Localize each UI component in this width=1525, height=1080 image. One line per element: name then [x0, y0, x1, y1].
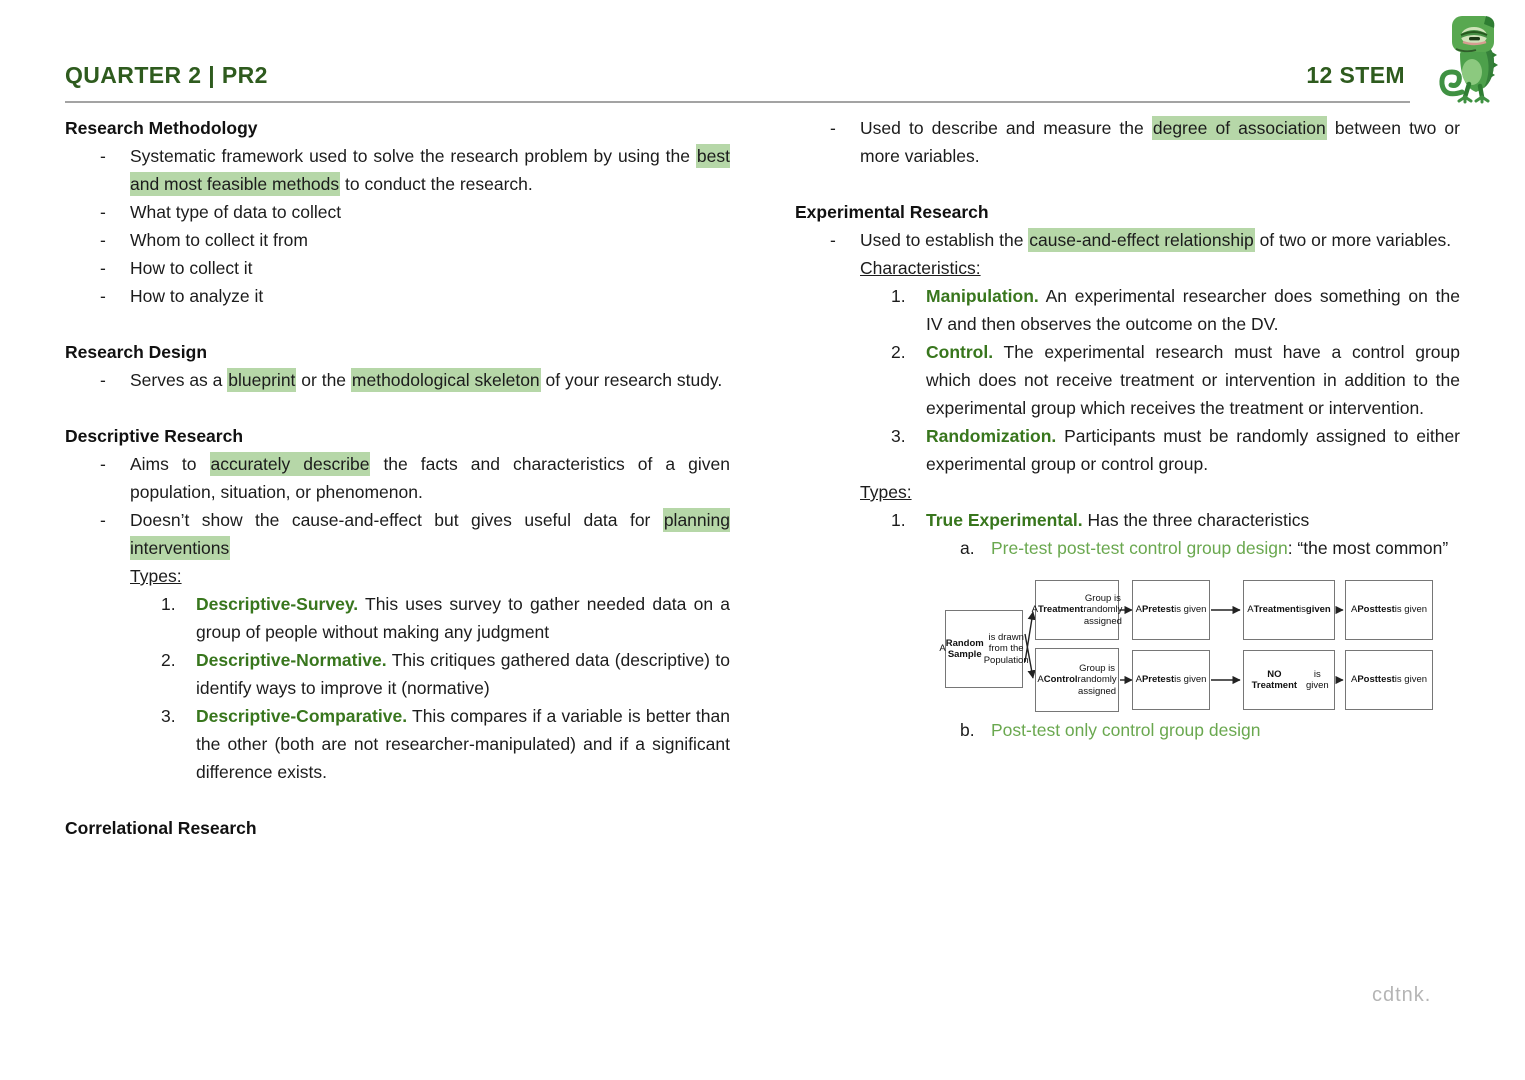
text-run: A [1350, 674, 1358, 686]
bullet-item [65, 198, 730, 226]
text-run: : “the most common” [1287, 538, 1449, 558]
number-marker: 2. [891, 342, 906, 362]
numbered-item [65, 590, 730, 646]
item-text [795, 716, 1460, 744]
text-run: Group is randomly assigned [1083, 592, 1123, 627]
text-run: A [939, 643, 946, 655]
text-run: Systematic framework used to solve the research problem by using the [130, 146, 696, 166]
section-research-design [65, 338, 730, 394]
text-run: Serves as a [130, 370, 228, 390]
text-run: This critiques gathered data (descriptive) to identify ways to improve it (normative) [196, 650, 730, 698]
item-text [65, 198, 730, 226]
item-text [795, 114, 1460, 170]
text-run: or the [296, 370, 351, 390]
item-text [65, 450, 730, 506]
bullet-item [65, 506, 730, 562]
section-heading: Descriptive Research [65, 426, 244, 446]
text-run: planning interventions [130, 510, 730, 558]
text-run: A [1037, 674, 1044, 686]
bullet-item [65, 254, 730, 282]
number-marker: 1. [891, 510, 906, 530]
text-run: An experimental researcher does something on the IV and then observes the outcome on the DV. [926, 286, 1460, 334]
text-run: Has the three characteristics [1082, 510, 1310, 530]
text-run: Participants must be randomly assigned to either experimental group or control group. [926, 426, 1460, 474]
number-marker: 1. [161, 594, 176, 614]
types-label: Types: [130, 566, 182, 586]
text-run: Doesn’t show the cause-and-effect but gives useful data for [130, 510, 663, 530]
text-run: degree of association [1152, 118, 1326, 138]
item-text [65, 282, 730, 310]
section-correlational-research [65, 814, 730, 842]
text-run: What type of data to collect [130, 202, 342, 222]
text-run: Treatment [1253, 604, 1300, 616]
numbered-item [795, 422, 1460, 478]
flowchart-box-pretest-top [1132, 580, 1210, 640]
section-heading: Research Design [65, 342, 208, 362]
bullet-marker: - [830, 230, 836, 250]
bullet-marker: - [100, 510, 106, 530]
text-run: Treatment [1037, 604, 1084, 616]
numbered-item [795, 506, 1460, 534]
bullet-item [65, 226, 730, 254]
text-run: True Experimental. [926, 510, 1083, 530]
letter-item [795, 716, 1460, 744]
experimental-design-flowchart [939, 570, 1458, 716]
flowchart-box-treatment-group [1031, 580, 1123, 640]
section-heading: Experimental Research [795, 202, 989, 222]
bullet-marker: - [100, 286, 106, 306]
text-run: to conduct the research. [340, 174, 533, 194]
text-run: Pretest [1141, 674, 1175, 686]
text-run: Posttest [1357, 674, 1395, 686]
text-run: is drawn from the Population [983, 631, 1029, 666]
text-run: Control. [926, 342, 994, 362]
text-run: A [1135, 604, 1142, 616]
bullet-marker: - [100, 146, 106, 166]
letter-marker: b. [960, 720, 975, 740]
text-run: How to collect it [130, 258, 253, 278]
item-text [65, 226, 730, 254]
letter-marker: a. [960, 538, 975, 558]
text-run: is given [1394, 674, 1428, 686]
flowchart-box-no-treatment [1243, 650, 1335, 710]
item-text [65, 506, 730, 562]
section-experimental-research [795, 198, 1460, 744]
bullet-marker: - [830, 118, 836, 138]
text-run: blueprint [228, 370, 296, 390]
footer-watermark: cdtnk. [1372, 984, 1432, 1006]
bullet-item [795, 226, 1460, 254]
text-run: A [1350, 604, 1358, 616]
numbered-item [65, 646, 730, 702]
text-run: Used to establish the [860, 230, 1029, 250]
item-text [65, 254, 730, 282]
text-run: Aims to [130, 454, 210, 474]
section-research-methodology [65, 114, 730, 310]
bullet-marker: - [100, 258, 106, 278]
stem-badge: 12 STEM [1306, 62, 1405, 88]
text-run: Pretest [1141, 604, 1175, 616]
text-run: best and most feasible methods [130, 146, 730, 194]
text-run: Random Sample [945, 637, 984, 660]
section-heading: Research Methodology [65, 118, 258, 138]
text-run: This compares if a variable is better than the other (both are not researcher-manipulated) and if a significant difference exists. [196, 706, 730, 782]
text-run: is given [1394, 604, 1428, 616]
bullet-marker: - [100, 370, 106, 390]
text-run: cause-and-effect relationship [1029, 230, 1254, 250]
text-run: Post-test only control group design [991, 720, 1261, 740]
number-marker: 3. [891, 426, 906, 446]
numbered-item [65, 702, 730, 786]
numbered-item [795, 282, 1460, 338]
text-run: is given [1174, 604, 1207, 616]
item-text [65, 366, 730, 394]
text-run: The experimental research must have a control group which does not receive treatment or intervention in addition to the experimental group which receives the treatment or intervention. [926, 342, 1460, 418]
number-marker: 3. [161, 706, 176, 726]
numbered-item [795, 338, 1460, 422]
item-text [795, 534, 1460, 562]
page-title: QUARTER 2 | PR2 [65, 62, 268, 88]
number-marker: 2. [161, 650, 176, 670]
section-correlational-continued [795, 114, 1460, 170]
number-marker: 1. [891, 286, 906, 306]
text-run: Whom to collect it from [130, 230, 308, 250]
text-run: A [1247, 604, 1254, 616]
text-run: of two or more variables. [1254, 230, 1452, 250]
text-run: given [1305, 604, 1331, 616]
text-run: Randomization. [926, 426, 1057, 446]
bullet-item [795, 114, 1460, 170]
text-run: is given [1305, 668, 1329, 691]
flowchart-box-posttest-top [1345, 580, 1433, 640]
text-run: of your research study. [540, 370, 723, 390]
text-run: Posttest [1357, 604, 1395, 616]
bullet-item [65, 366, 730, 394]
bullet-marker: - [100, 230, 106, 250]
text-run: between two or more variables. [860, 118, 1460, 166]
item-text [795, 226, 1460, 254]
bullet-item [65, 142, 730, 198]
header-rule [65, 101, 1410, 103]
bullet-marker: - [100, 454, 106, 474]
chameleon-mascot-icon [1436, 8, 1510, 104]
flowchart-box-random-sample [939, 610, 1029, 688]
text-run: is given [1174, 674, 1207, 686]
text-run: Used to describe and measure the [860, 118, 1152, 138]
section-heading: Correlational Research [65, 818, 257, 838]
item-text [65, 142, 730, 198]
letter-item [795, 534, 1460, 562]
text-run: the facts and characteristics of a given population, situation, or phenomenon. [130, 454, 730, 502]
text-run: Descriptive-Comparative. [196, 706, 408, 726]
characteristics-label: Characteristics: [860, 258, 981, 278]
types-label: Types: [860, 482, 912, 502]
flowchart-box-pretest-bottom [1132, 650, 1210, 710]
text-run: Pre-test post-test control group design [991, 538, 1288, 558]
text-run: Descriptive-Normative. [196, 650, 387, 670]
text-run: A [1031, 604, 1038, 616]
text-run: methodological skeleton [351, 370, 540, 390]
flowchart-box-treatment-given [1243, 580, 1335, 640]
flowchart-box-posttest-bottom [1345, 650, 1433, 710]
text-run: accurately describe [210, 454, 370, 474]
section-descriptive-research [65, 422, 730, 786]
text-run: Control [1043, 674, 1078, 686]
right-column [795, 114, 1460, 744]
text-run: A [1135, 674, 1142, 686]
bullet-item [65, 282, 730, 310]
bullet-item [65, 450, 730, 506]
left-column [65, 114, 730, 842]
text-run: Manipulation. [926, 286, 1039, 306]
text-run: This uses survey to gather needed data on a group of people without making any judgment [196, 594, 730, 642]
bullet-marker: - [100, 202, 106, 222]
text-run: NO Treatment [1251, 668, 1298, 691]
flowchart-box-control-group [1035, 648, 1119, 712]
text-run: is [1299, 604, 1306, 616]
text-run: Group is randomly assigned [1077, 662, 1117, 697]
text-run: How to analyze it [130, 286, 264, 306]
text-run: Descriptive-Survey. [196, 594, 359, 614]
